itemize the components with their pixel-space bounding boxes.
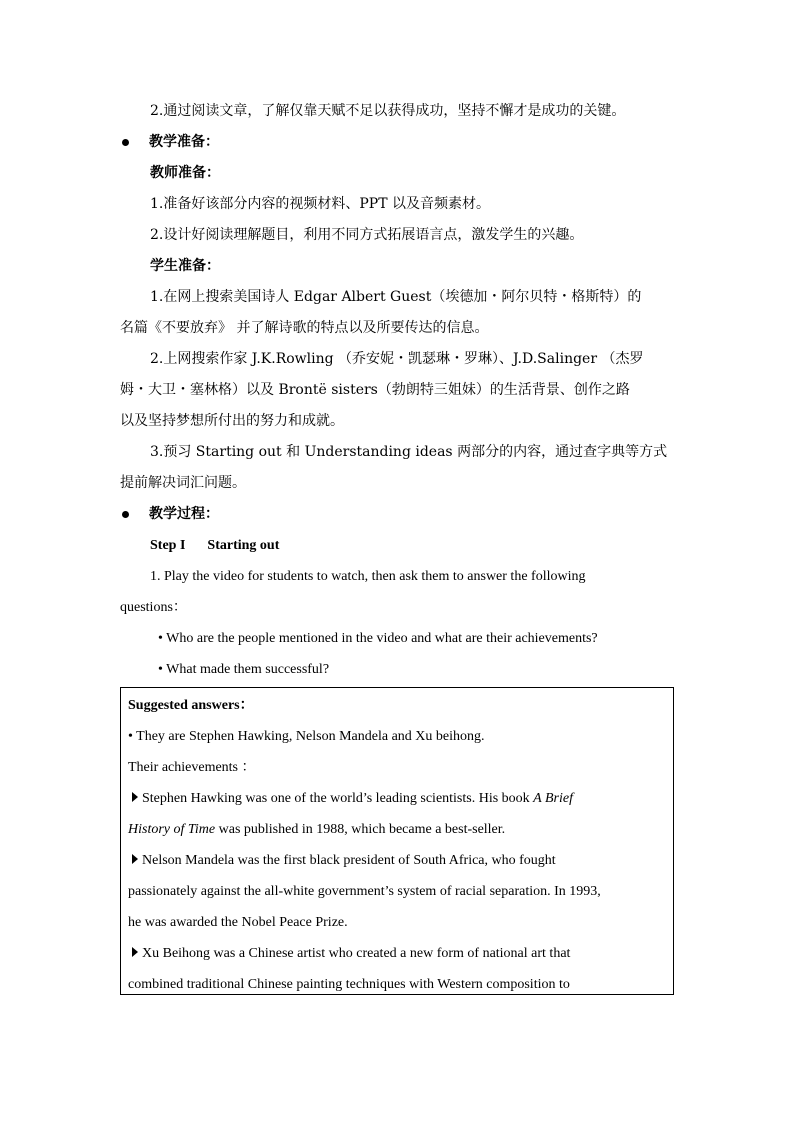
answer-mandela-line-3: he was awarded the Nobel Peace Prize. [128, 915, 348, 930]
hawking-text: Stephen Hawking was one of the world’s leading scientists. His book [142, 791, 534, 806]
triangle-bullet-icon [132, 854, 138, 864]
student-prep-item-2-line-1: 2.上网搜索作家 J.K.Rowling （乔安妮・凯瑟琳・罗琳）、J.D.Salinger （杰罗 [150, 351, 644, 367]
bullet-icon [122, 139, 129, 146]
step-title: Starting out [207, 538, 280, 553]
teacher-prep-heading: 教师准备： [150, 165, 220, 181]
step-label: Step I [150, 538, 186, 553]
question-2: • What made them successful? [158, 662, 330, 677]
student-prep-item-1-line-1: 1.在网上搜索美国诗人 Edgar Albert Guest（埃德加・阿尔贝特・格斯特）的 [150, 289, 642, 305]
triangle-bullet-icon [132, 792, 138, 802]
answers-achievements-label: Their achievements ： [128, 760, 256, 775]
student-prep-item-3-line-2: 提前解决词汇问题。 [120, 475, 246, 491]
answer-mandela-line-2: passionately against the all-white government’s system of racial separation. In 1993, [128, 884, 601, 899]
task-line-2: questions： [120, 600, 187, 615]
answer-xu-line-2: combined traditional Chinese painting techniques with Western composition to [128, 977, 570, 992]
process-heading: 教学过程： [149, 506, 219, 522]
answer-mandela-line-1 [128, 845, 667, 876]
mandela-text-1: Nelson Mandela was the first black president of South Africa, who fought [142, 853, 556, 868]
task-line-1: 1. Play the video for students to watch, then ask them to answer the following [150, 569, 586, 584]
hawking-text-2: was published in 1988, which became a best-seller. [215, 822, 506, 837]
student-prep-item-1-line-2: 名篇《不要放弃》 并了解诗歌的特点以及所要传达的信息。 [120, 320, 489, 336]
teacher-prep-item-2: 2.设计好阅读理解题目，利用不同方式拓展语言点，激发学生的兴趣。 [150, 227, 584, 243]
answers-people: • They are Stephen Hawking, Nelson Mandela and Xu beihong. [128, 729, 485, 744]
suggested-answers-box [120, 687, 674, 995]
book-title-part-1: A Brief [533, 791, 573, 806]
student-prep-item-3-line-1: 3.预习 Starting out 和 Understanding ideas 两部分的内容，通过查字典等方式 [150, 444, 668, 460]
document-page [120, 96, 674, 995]
answer-hawking-line-1 [128, 783, 667, 814]
answer-hawking-line-2 [128, 814, 667, 845]
answer-xu-line-1 [128, 938, 667, 969]
prep-heading-row [120, 127, 674, 158]
prep-heading: 教学准备： [149, 134, 219, 150]
teacher-prep-item-1: 1.准备好该部分内容的视频材料、PPT 以及音频素材。 [150, 196, 490, 212]
question-1: • Who are the people mentioned in the video and what are their achievements? [158, 631, 598, 646]
answers-heading: Suggested answers： [128, 698, 254, 713]
student-prep-heading: 学生准备： [150, 258, 220, 274]
xu-text-1: Xu Beihong was a Chinese artist who created a new form of national art that [142, 946, 571, 961]
student-prep-item-2-line-3: 以及坚持梦想所付出的努力和成就。 [120, 413, 344, 429]
step-heading [120, 530, 674, 561]
bullet-icon [122, 511, 129, 518]
process-heading-row [120, 499, 674, 530]
student-prep-item-2-line-2: 姆・大卫・塞林格）以及 Brontë sisters（勃朗特三姐妹）的生活背景、创作之路 [120, 382, 630, 398]
objective-2: 2.通过阅读文章，了解仅靠天赋不足以获得成功，坚持不懈才是成功的关键。 [150, 103, 626, 119]
triangle-bullet-icon [132, 947, 138, 957]
book-title-part-2: History of Time [128, 822, 216, 837]
